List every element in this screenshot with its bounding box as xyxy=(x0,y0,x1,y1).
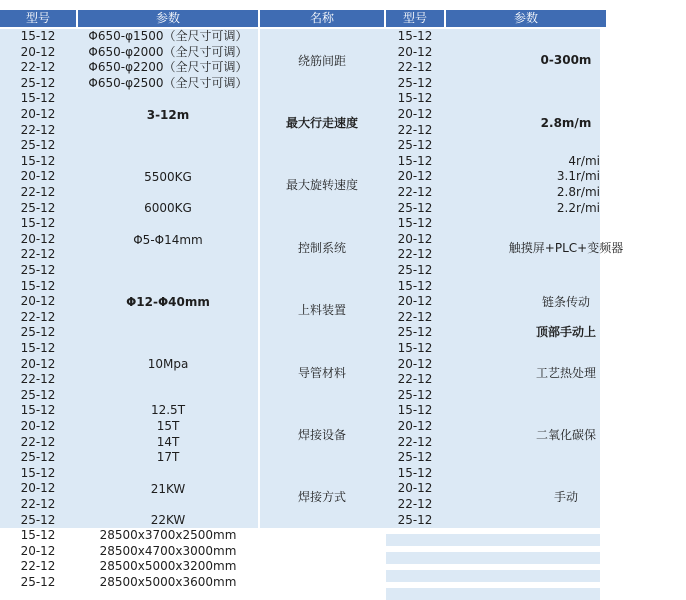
model-cell: 25-12 xyxy=(397,512,433,527)
model-cell: 25-12 xyxy=(397,263,433,277)
model-cell: 15-12 xyxy=(397,465,433,480)
spec-value: 3.1r/mi xyxy=(556,169,600,184)
model-cell: 25-12 xyxy=(20,387,56,402)
param-cell: 15T xyxy=(156,419,180,433)
spec-value: 链条传动 xyxy=(541,295,590,310)
model-cell: 22-12 xyxy=(20,559,56,574)
param-cell: 3-12m xyxy=(146,107,190,122)
model-cell: 15-12 xyxy=(20,528,56,543)
param-cell: 5500KG xyxy=(144,170,192,185)
model-cell: 15-12 xyxy=(397,153,433,168)
model-cell: 25-12 xyxy=(397,387,433,402)
model-cell: 20-12 xyxy=(397,107,433,121)
model-cell: 20-12 xyxy=(20,543,56,558)
model-cell: 22-12 xyxy=(20,309,56,324)
model-cell: 22-12 xyxy=(397,60,433,75)
model-cell: 22-12 xyxy=(20,60,56,75)
param-cell: 28500x5000x3200mm xyxy=(99,559,237,574)
model-cell: 20-12 xyxy=(397,481,433,496)
header-params-2: 参数 xyxy=(446,10,606,27)
header-model-2: 型号 xyxy=(386,10,444,27)
model-cell: 22-12 xyxy=(397,185,433,199)
model-cell: 22-12 xyxy=(20,247,56,262)
param-cell: Φ650-φ2000（全尺寸可调） xyxy=(88,44,248,59)
model-cell: 25-12 xyxy=(20,200,56,215)
model-cell: 20-12 xyxy=(20,107,56,121)
spec-value: 4r/mi xyxy=(568,153,600,168)
model-cell: 20-12 xyxy=(397,294,433,309)
param-cell: 6000KG xyxy=(144,200,192,215)
spec-value: 手动 xyxy=(553,490,578,505)
model-cell: 22-12 xyxy=(397,497,433,511)
model-cell: 25-12 xyxy=(20,75,56,90)
model-cell: 25-12 xyxy=(20,138,56,153)
spec-name: 绕筋间距 xyxy=(297,53,346,68)
model-cell: 25-12 xyxy=(20,325,56,340)
header-name: 名称 xyxy=(260,10,384,27)
param-cell: Φ650-φ2500（全尺寸可调） xyxy=(88,75,248,90)
model-cell: 25-12 xyxy=(397,75,433,90)
model-cell: 15-12 xyxy=(20,216,56,231)
empty-row xyxy=(386,534,600,546)
model-cell: 20-12 xyxy=(20,44,56,59)
header-params: 参数 xyxy=(78,10,258,27)
spec-name: 焊接设备 xyxy=(297,428,346,443)
model-cell: 22-12 xyxy=(397,372,433,387)
model-cell: 25-12 xyxy=(20,450,56,465)
model-cell: 20-12 xyxy=(397,356,433,371)
param-cell: Φ12-Φ40mm xyxy=(126,294,210,309)
model-cell: 22-12 xyxy=(397,309,433,324)
model-cell: 22-12 xyxy=(20,434,56,449)
model-cell: 25-12 xyxy=(20,575,56,589)
model-cell: 25-12 xyxy=(397,200,433,215)
model-cell: 22-12 xyxy=(20,497,56,511)
spec-name: 最大行走速度 xyxy=(285,116,358,131)
spec-value: 2.8r/mi xyxy=(556,185,600,199)
param-cell: 22KW xyxy=(150,512,186,527)
param-cell: Φ650-φ1500（全尺寸可调） xyxy=(88,29,248,43)
spec-value: 工艺热处理 xyxy=(535,365,596,380)
model-cell: 15-12 xyxy=(397,341,433,355)
model-cell: 22-12 xyxy=(397,122,433,137)
param-cell: 14T xyxy=(156,434,180,449)
param-cell: 28500x5000x3600mm xyxy=(99,575,237,589)
model-cell: 20-12 xyxy=(20,419,56,433)
spec-value: 触摸屏+PLC+变频器 xyxy=(508,240,624,255)
model-cell: 22-12 xyxy=(397,434,433,449)
header-model: 型号 xyxy=(0,10,76,27)
spec-value: 顶部手动上 xyxy=(535,325,596,340)
model-cell: 20-12 xyxy=(397,231,433,246)
empty-row xyxy=(386,570,600,582)
model-cell: 20-12 xyxy=(20,169,56,184)
param-cell: Φ5-Φ14mm xyxy=(133,232,203,247)
model-cell: 22-12 xyxy=(20,122,56,137)
model-cell: 15-12 xyxy=(397,278,433,293)
model-cell: 15-12 xyxy=(397,91,433,106)
model-cell: 15-12 xyxy=(20,278,56,293)
model-cell: 15-12 xyxy=(397,29,433,43)
spec-value: 0-300m xyxy=(540,53,592,68)
model-cell: 20-12 xyxy=(20,231,56,246)
param-cell: 28500x3700x2500mm xyxy=(99,528,237,543)
model-cell: 20-12 xyxy=(20,481,56,496)
model-cell: 15-12 xyxy=(20,403,56,418)
spec-value: 二氧化碳保 xyxy=(535,428,596,443)
model-cell: 20-12 xyxy=(20,294,56,309)
model-cell: 25-12 xyxy=(397,138,433,153)
model-cell: 15-12 xyxy=(20,465,56,480)
spec-name: 最大旋转速度 xyxy=(285,178,358,193)
spec-name: 控制系统 xyxy=(297,240,346,255)
model-cell: 25-12 xyxy=(20,512,56,527)
param-cell: 12.5T xyxy=(150,403,186,418)
model-cell: 22-12 xyxy=(20,185,56,199)
empty-row xyxy=(386,552,600,564)
model-cell: 15-12 xyxy=(397,403,433,418)
model-cell: 20-12 xyxy=(397,419,433,433)
param-cell: 17T xyxy=(156,450,180,465)
param-cell: Φ650-φ2200（全尺寸可调） xyxy=(88,60,248,75)
model-cell: 15-12 xyxy=(20,91,56,106)
model-cell: 22-12 xyxy=(397,247,433,262)
model-cell: 15-12 xyxy=(20,29,56,43)
spec-name: 上料装置 xyxy=(297,303,346,318)
param-cell: 21KW xyxy=(150,482,186,497)
model-cell: 25-12 xyxy=(397,325,433,340)
model-cell: 22-12 xyxy=(20,372,56,387)
model-cell: 20-12 xyxy=(20,356,56,371)
model-cell: 15-12 xyxy=(20,153,56,168)
model-cell: 20-12 xyxy=(397,44,433,59)
empty-row xyxy=(386,588,600,600)
spec-name: 导管材料 xyxy=(297,365,346,380)
model-cell: 15-12 xyxy=(20,341,56,355)
param-cell: 10Mpa xyxy=(147,357,189,372)
spec-name: 焊接方式 xyxy=(297,490,346,505)
model-cell: 20-12 xyxy=(397,169,433,184)
spec-value: 2.8m/m xyxy=(540,115,592,130)
spec-value: 2.2r/mi xyxy=(556,200,600,215)
model-cell: 15-12 xyxy=(397,216,433,231)
param-cell: 28500x4700x3000mm xyxy=(99,543,237,558)
model-cell: 25-12 xyxy=(397,450,433,465)
model-cell: 25-12 xyxy=(20,263,56,277)
